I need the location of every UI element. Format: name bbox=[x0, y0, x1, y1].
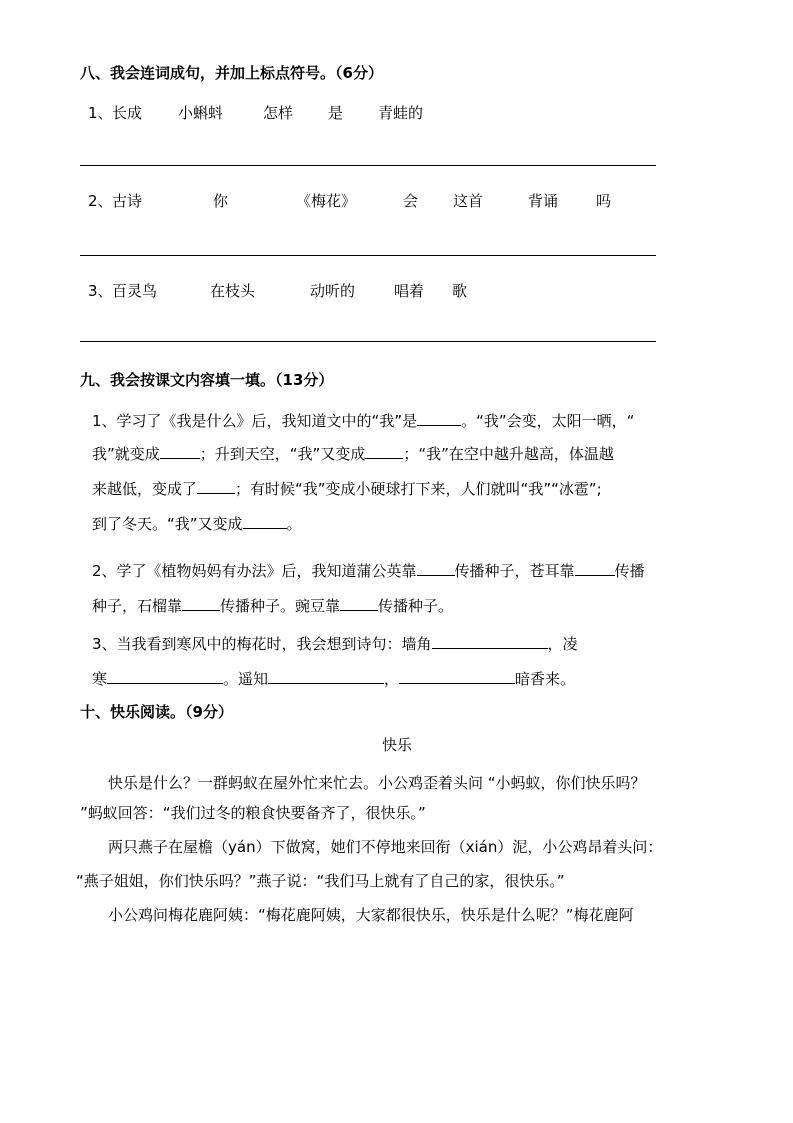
q9-1-text: 到了冬天。“我”又变成 bbox=[92, 515, 243, 533]
q9-1-text: ；有时候“我”变成小硬球打下来，人们就叫“我”“冰雹”; bbox=[235, 480, 602, 498]
q8-2-word: 会 bbox=[403, 192, 419, 210]
reading-paragraph-1-cont: ”蚂蚁回答：“我们过冬的粮食快要备齐了，很快乐。” bbox=[80, 804, 426, 822]
section8-heading: 八、我会连词成句，并加上标点符号。（6分） bbox=[80, 64, 383, 82]
fill-blank[interactable] bbox=[340, 596, 378, 611]
q8-2-word: 古诗 bbox=[112, 192, 143, 210]
reading-paragraph-1: 快乐是什么？一群蚂蚁在屋外忙来忙去。小公鸡歪着头问 “小蚂蚁，你们快乐吗？ bbox=[108, 774, 646, 792]
q8-1-word: 长成 bbox=[112, 104, 143, 122]
q9-2-text: 传播种子。 bbox=[378, 597, 454, 615]
q8-1-word: 是 bbox=[328, 104, 344, 122]
answer-line-8-1[interactable] bbox=[80, 165, 656, 166]
q9-3-text: ，凌 bbox=[547, 635, 578, 653]
q9-1-text: 我”就变成 bbox=[92, 445, 160, 463]
q8-2-word: 这首 bbox=[453, 192, 484, 210]
q8-1-word: 小蝌蚪 bbox=[178, 104, 224, 122]
fill-blank[interactable] bbox=[182, 596, 220, 611]
q9-3-text: 寒 bbox=[92, 670, 108, 688]
fill-blank[interactable] bbox=[197, 479, 235, 494]
q8-1-word: 怎样 bbox=[263, 104, 294, 122]
q9-1-line1 bbox=[92, 411, 634, 429]
reading-paragraph-3: 小公鸡问梅花鹿阿姨：“梅花鹿阿姨，大家都很快乐，快乐是什么呢？”梅花鹿阿 bbox=[108, 906, 634, 924]
fill-blank[interactable] bbox=[107, 669, 223, 684]
q8-2-word: 吗 bbox=[596, 192, 612, 210]
q9-2-text: 传播种子。豌豆靠 bbox=[220, 597, 341, 615]
q8-2-word: 背诵 bbox=[528, 192, 559, 210]
fill-blank[interactable] bbox=[417, 411, 461, 426]
q9-1-line4 bbox=[92, 514, 302, 532]
q9-3-text: 暗香来。 bbox=[515, 670, 576, 688]
fill-blank[interactable] bbox=[432, 634, 548, 649]
q9-3-text: ， bbox=[384, 670, 400, 688]
q9-3-text: 3、当我看到寒风中的梅花时，我会想到诗句：墙角 bbox=[92, 635, 432, 653]
fill-blank[interactable] bbox=[268, 669, 384, 684]
q9-1-text: ；升到天空，“我”又变成 bbox=[199, 445, 366, 463]
q8-2-word: 你 bbox=[213, 192, 229, 210]
fill-blank[interactable] bbox=[399, 669, 515, 684]
answer-line-8-3[interactable] bbox=[80, 341, 656, 342]
fill-blank[interactable] bbox=[417, 561, 455, 576]
q9-1-text: 来越低，变成了 bbox=[92, 480, 198, 498]
q8-3-word: 百灵鸟 bbox=[112, 282, 158, 300]
q9-1-line3 bbox=[92, 479, 602, 497]
q9-1-text: ；“我”在空中越升越高，体温越 bbox=[403, 445, 614, 463]
fill-blank[interactable] bbox=[575, 561, 615, 576]
q9-3-line1 bbox=[92, 634, 578, 652]
q8-3-number: 3、 bbox=[88, 282, 113, 300]
q9-2-text: 2、学了《植物妈妈有办法》后，我知道蒲公英靠 bbox=[92, 562, 417, 580]
q9-2-text: 传播 bbox=[614, 562, 645, 580]
q9-2-line1 bbox=[92, 561, 645, 579]
q9-2-text: 种子，石榴靠 bbox=[92, 597, 183, 615]
q9-1-text: 。 bbox=[286, 515, 302, 533]
q9-3-line2 bbox=[92, 669, 575, 687]
q9-2-text: 传播种子，苍耳靠 bbox=[454, 562, 575, 580]
q9-1-text: 。“我”会变，太阳一晒，“ bbox=[461, 412, 635, 430]
q8-2-word: 《梅花》 bbox=[296, 192, 357, 210]
reading-paragraph-2: 两只燕子在屋檐（yán）下做窝，她们不停地来回衔（xián）泥，小公鸡昂着头问： bbox=[108, 838, 663, 856]
q9-3-text: 。遥知 bbox=[223, 670, 269, 688]
fill-blank[interactable] bbox=[160, 444, 200, 459]
q9-2-line2 bbox=[92, 596, 453, 614]
answer-line-8-2[interactable] bbox=[80, 255, 656, 256]
reading-paragraph-2-cont: “燕子姐姐，你们快乐吗？”燕子说：“我们马上就有了自己的家，很快乐。” bbox=[76, 872, 565, 890]
q8-3-word: 歌 bbox=[452, 282, 468, 300]
q9-1-text: 1、学习了《我是什么》后，我知道文中的“我”是 bbox=[92, 412, 418, 430]
q8-2-number: 2、 bbox=[88, 192, 113, 210]
q8-1-number: 1、 bbox=[88, 104, 113, 122]
q9-1-line2 bbox=[92, 444, 614, 462]
section10-heading: 十、快乐阅读。（9分） bbox=[80, 703, 233, 721]
fill-blank[interactable] bbox=[243, 514, 287, 529]
q8-1-word: 青蛙的 bbox=[378, 104, 424, 122]
reading-title: 快乐 bbox=[382, 736, 413, 754]
section9-heading: 九、我会按课文内容填一填。（13分） bbox=[80, 371, 334, 389]
fill-blank[interactable] bbox=[365, 444, 403, 459]
q8-3-word: 唱着 bbox=[394, 282, 425, 300]
q8-3-word: 在枝头 bbox=[210, 282, 256, 300]
q8-3-word: 动听的 bbox=[310, 282, 356, 300]
